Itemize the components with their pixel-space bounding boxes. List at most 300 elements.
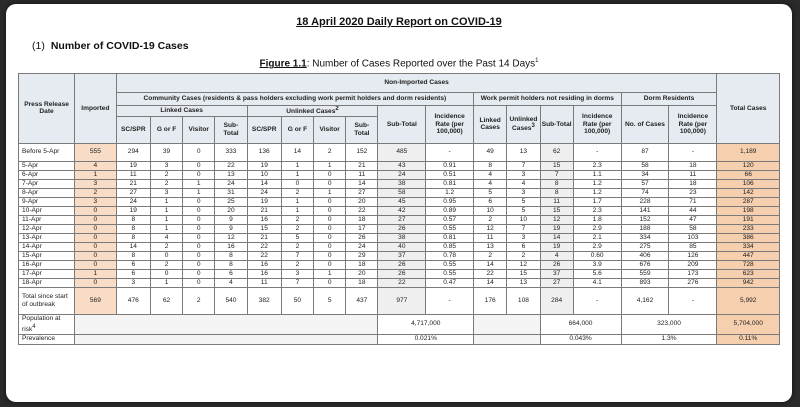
unlinked-subtotal-cell: 14 bbox=[346, 179, 378, 188]
prevalence-blank bbox=[75, 334, 378, 344]
linked-sc-spr-cell: 6 bbox=[116, 260, 150, 269]
report-title: 18 April 2020 Daily Report on COVID-19 bbox=[296, 16, 502, 28]
imported-cell: 1 bbox=[75, 170, 117, 179]
wp-unlinked-cell: 7 bbox=[507, 224, 540, 233]
unlinked-subtotal-cell: 152 bbox=[346, 143, 378, 161]
wp-subtotal-cell: 15 bbox=[540, 161, 573, 170]
wp-linked-cell: 5 bbox=[474, 188, 507, 197]
community-subtotal-cell: 40 bbox=[378, 242, 426, 251]
row-date: Total since start of outbreak bbox=[19, 287, 75, 314]
dorm-incidence-cell: 173 bbox=[669, 269, 717, 278]
unlinked-visitor-cell: 0 bbox=[314, 179, 346, 188]
unlinked-g-or-f-cell: 2 bbox=[281, 215, 313, 224]
prevalence-label: Prevalence bbox=[19, 334, 75, 344]
header-wp-subtotal: Sub-Total bbox=[540, 106, 573, 144]
wp-linked-cell: 14 bbox=[474, 260, 507, 269]
dorm-cases-cell: 57 bbox=[621, 179, 669, 188]
wp-subtotal-cell: 19 bbox=[540, 242, 573, 251]
header-press-release-date: Press Release Date bbox=[19, 74, 75, 144]
row-date: 14-Apr bbox=[19, 242, 75, 251]
wp-incidence-cell: 2.3 bbox=[573, 206, 621, 215]
linked-g-or-f-cell: 1 bbox=[150, 197, 182, 206]
unlinked-visitor-cell: 0 bbox=[314, 206, 346, 215]
linked-sc-spr-cell: 14 bbox=[116, 242, 150, 251]
header-unlinked-visitor: Visitor bbox=[314, 116, 346, 143]
table-row bbox=[19, 179, 780, 188]
header-linked-cases: Linked Cases bbox=[116, 106, 247, 117]
imported-cell: 2 bbox=[75, 188, 117, 197]
table-row bbox=[19, 170, 780, 179]
population-total: 5,704,000 bbox=[717, 314, 780, 334]
unlinked-g-or-f-cell: 1 bbox=[281, 161, 313, 170]
imported-cell: 569 bbox=[75, 287, 117, 314]
linked-subtotal-cell: 9 bbox=[215, 215, 247, 224]
community-subtotal-cell: 37 bbox=[378, 251, 426, 260]
section-heading bbox=[32, 40, 189, 52]
header-unlinked-sc-spr: SC/SPR bbox=[247, 116, 281, 143]
table-row bbox=[19, 161, 780, 170]
community-incidence-cell: 0.95 bbox=[426, 197, 474, 206]
linked-sc-spr-cell: 21 bbox=[116, 179, 150, 188]
community-subtotal-cell: 485 bbox=[378, 143, 426, 161]
imported-cell: 1 bbox=[75, 269, 117, 278]
linked-visitor-cell: 0 bbox=[183, 233, 215, 242]
community-incidence-cell: 0.51 bbox=[426, 170, 474, 179]
dorm-incidence-cell: - bbox=[669, 143, 717, 161]
imported-cell: 3 bbox=[75, 197, 117, 206]
wp-unlinked-cell: 3 bbox=[507, 188, 540, 197]
header-dorm-residents: Dorm Residents bbox=[621, 93, 717, 106]
row-date: Before 5-Apr bbox=[19, 143, 75, 161]
linked-sc-spr-cell: 19 bbox=[116, 206, 150, 215]
unlinked-visitor-cell: 1 bbox=[314, 188, 346, 197]
wp-incidence-cell: 5.6 bbox=[573, 269, 621, 278]
community-subtotal-cell: 24 bbox=[378, 170, 426, 179]
wp-incidence-cell: - bbox=[573, 287, 621, 314]
community-subtotal-cell: 977 bbox=[378, 287, 426, 314]
linked-sc-spr-cell: 8 bbox=[116, 233, 150, 242]
linked-g-or-f-cell: 39 bbox=[150, 143, 182, 161]
prevalence-work-permit: 0.043% bbox=[540, 334, 621, 344]
unlinked-sc-spr-cell: 16 bbox=[247, 215, 281, 224]
unlinked-subtotal-cell: 27 bbox=[346, 188, 378, 197]
population-work-permit: 664,000 bbox=[540, 314, 621, 334]
header-work-permit: Work permit holders not residing in dorms bbox=[474, 93, 622, 106]
wp-incidence-cell: 1.7 bbox=[573, 197, 621, 206]
wp-subtotal-cell: 7 bbox=[540, 170, 573, 179]
header-imported: Imported bbox=[75, 74, 117, 144]
linked-visitor-cell: 0 bbox=[183, 224, 215, 233]
unlinked-g-or-f-cell: 7 bbox=[281, 251, 313, 260]
unlinked-sc-spr-cell: 21 bbox=[247, 233, 281, 242]
linked-sc-spr-cell: 27 bbox=[116, 188, 150, 197]
unlinked-visitor-cell: 0 bbox=[314, 260, 346, 269]
wp-incidence-cell: 1.2 bbox=[573, 179, 621, 188]
imported-cell: 0 bbox=[75, 242, 117, 251]
total-cases-cell: 334 bbox=[717, 242, 780, 251]
community-incidence-cell: 0.81 bbox=[426, 179, 474, 188]
dorm-incidence-cell: 18 bbox=[669, 179, 717, 188]
total-cases-cell: 386 bbox=[717, 233, 780, 242]
header-wp-linked: Linked Cases bbox=[474, 106, 507, 144]
linked-sc-spr-cell: 11 bbox=[116, 170, 150, 179]
population-row bbox=[19, 314, 780, 334]
imported-cell: 0 bbox=[75, 260, 117, 269]
wp-subtotal-cell: 26 bbox=[540, 260, 573, 269]
unlinked-subtotal-cell: 20 bbox=[346, 269, 378, 278]
unlinked-sc-spr-cell: 14 bbox=[247, 179, 281, 188]
prevalence-community: 0.021% bbox=[378, 334, 474, 344]
community-incidence-cell: 0.78 bbox=[426, 251, 474, 260]
figure-footnote-mark: 1 bbox=[535, 58, 539, 64]
unlinked-visitor-cell: 1 bbox=[314, 161, 346, 170]
wp-incidence-cell: 2.3 bbox=[573, 161, 621, 170]
header-community-cases: Community Cases (residents & pass holders excluding work permit holders and dorm residents) bbox=[116, 93, 473, 106]
unlinked-subtotal-cell: 437 bbox=[346, 287, 378, 314]
prevalence-row bbox=[19, 334, 780, 344]
wp-linked-cell: 4 bbox=[474, 179, 507, 188]
header-community-subtotal: Sub-Total bbox=[378, 106, 426, 144]
unlinked-sc-spr-cell: 136 bbox=[247, 143, 281, 161]
dorm-cases-cell: 893 bbox=[621, 278, 669, 287]
linked-sc-spr-cell: 8 bbox=[116, 215, 150, 224]
wp-subtotal-cell: 37 bbox=[540, 269, 573, 278]
wp-incidence-cell: 1.8 bbox=[573, 215, 621, 224]
wp-unlinked-cell: 5 bbox=[507, 206, 540, 215]
linked-visitor-cell: 0 bbox=[183, 269, 215, 278]
wp-subtotal-cell: 27 bbox=[540, 278, 573, 287]
table-row bbox=[19, 206, 780, 215]
unlinked-g-or-f-cell: 50 bbox=[281, 287, 313, 314]
total-cases-cell: 728 bbox=[717, 260, 780, 269]
dorm-incidence-cell: 44 bbox=[669, 206, 717, 215]
wp-incidence-cell: 1.2 bbox=[573, 188, 621, 197]
total-cases-cell: 191 bbox=[717, 215, 780, 224]
dorm-cases-cell: 188 bbox=[621, 224, 669, 233]
total-cases-cell: 233 bbox=[717, 224, 780, 233]
wp-incidence-cell: 2.1 bbox=[573, 233, 621, 242]
dorm-cases-cell: 559 bbox=[621, 269, 669, 278]
unlinked-g-or-f-cell: 5 bbox=[281, 233, 313, 242]
total-cases-cell: 623 bbox=[717, 269, 780, 278]
total-cases-cell: 120 bbox=[717, 161, 780, 170]
linked-g-or-f-cell: 0 bbox=[150, 251, 182, 260]
table-row bbox=[19, 233, 780, 242]
linked-g-or-f-cell: 3 bbox=[150, 161, 182, 170]
unlinked-subtotal-cell: 26 bbox=[346, 233, 378, 242]
community-incidence-cell: 0.81 bbox=[426, 233, 474, 242]
unlinked-subtotal-cell: 11 bbox=[346, 170, 378, 179]
community-subtotal-cell: 38 bbox=[378, 233, 426, 242]
dorm-incidence-cell: 18 bbox=[669, 161, 717, 170]
table-row bbox=[19, 215, 780, 224]
linked-visitor-cell: 0 bbox=[183, 260, 215, 269]
unlinked-visitor-cell: 0 bbox=[314, 242, 346, 251]
unlinked-visitor-cell: 0 bbox=[314, 170, 346, 179]
row-date: 18-Apr bbox=[19, 278, 75, 287]
unlinked-g-or-f-cell: 1 bbox=[281, 206, 313, 215]
linked-g-or-f-cell: 2 bbox=[150, 260, 182, 269]
imported-cell: 0 bbox=[75, 224, 117, 233]
row-date: 16-Apr bbox=[19, 260, 75, 269]
unlinked-subtotal-cell: 20 bbox=[346, 197, 378, 206]
report-page bbox=[6, 4, 792, 402]
linked-subtotal-cell: 24 bbox=[215, 179, 247, 188]
linked-g-or-f-cell: 2 bbox=[150, 179, 182, 188]
unlinked-subtotal-cell: 29 bbox=[346, 251, 378, 260]
imported-cell: 0 bbox=[75, 233, 117, 242]
header-linked-sc-spr: SC/SPR bbox=[116, 116, 150, 143]
header-total-cases: Total Cases bbox=[717, 74, 780, 144]
unlinked-visitor-cell: 5 bbox=[314, 287, 346, 314]
imported-cell: 4 bbox=[75, 161, 117, 170]
unlinked-g-or-f-cell: 2 bbox=[281, 188, 313, 197]
imported-cell: 555 bbox=[75, 143, 117, 161]
wp-unlinked-cell: 13 bbox=[507, 278, 540, 287]
community-incidence-cell: 0.55 bbox=[426, 224, 474, 233]
population-dorm: 323,000 bbox=[621, 314, 717, 334]
section-number: (1) bbox=[32, 40, 45, 52]
unlinked-sc-spr-cell: 10 bbox=[247, 170, 281, 179]
wp-subtotal-cell: 284 bbox=[540, 287, 573, 314]
unlinked-visitor-cell: 0 bbox=[314, 251, 346, 260]
unlinked-visitor-cell: 0 bbox=[314, 224, 346, 233]
wp-incidence-cell: 2.9 bbox=[573, 242, 621, 251]
wp-unlinked-cell: 15 bbox=[507, 269, 540, 278]
community-subtotal-cell: 27 bbox=[378, 215, 426, 224]
dorm-cases-cell: 4,162 bbox=[621, 287, 669, 314]
wp-linked-cell: 8 bbox=[474, 161, 507, 170]
row-date: 5-Apr bbox=[19, 161, 75, 170]
wp-linked-cell: 2 bbox=[474, 251, 507, 260]
unlinked-g-or-f-cell: 2 bbox=[281, 242, 313, 251]
dorm-incidence-cell: 71 bbox=[669, 197, 717, 206]
linked-visitor-cell: 1 bbox=[183, 179, 215, 188]
unlinked-visitor-cell: 1 bbox=[314, 269, 346, 278]
unlinked-sc-spr-cell: 19 bbox=[247, 197, 281, 206]
header-unlinked-subtotal: Sub-Total bbox=[346, 116, 378, 143]
figure-title: : Number of Cases Reported over the Past 14 Days bbox=[306, 58, 536, 70]
table-row bbox=[19, 224, 780, 233]
unlinked-subtotal-cell: 22 bbox=[346, 206, 378, 215]
wp-incidence-cell: 4.1 bbox=[573, 278, 621, 287]
wp-unlinked-cell: 3 bbox=[507, 233, 540, 242]
total-cases-cell: 198 bbox=[717, 206, 780, 215]
linked-sc-spr-cell: 294 bbox=[116, 143, 150, 161]
linked-subtotal-cell: 6 bbox=[215, 269, 247, 278]
linked-subtotal-cell: 9 bbox=[215, 224, 247, 233]
dorm-cases-cell: 141 bbox=[621, 206, 669, 215]
unlinked-g-or-f-cell: 3 bbox=[281, 269, 313, 278]
table-row bbox=[19, 251, 780, 260]
community-subtotal-cell: 45 bbox=[378, 197, 426, 206]
wp-subtotal-cell: 11 bbox=[540, 197, 573, 206]
total-cases-cell: 287 bbox=[717, 197, 780, 206]
wp-linked-cell: 49 bbox=[474, 143, 507, 161]
wp-unlinked-cell: 12 bbox=[507, 260, 540, 269]
header-non-imported: Non-Imported Cases bbox=[116, 74, 717, 93]
row-date: 9-Apr bbox=[19, 197, 75, 206]
community-incidence-cell: - bbox=[426, 287, 474, 314]
linked-subtotal-cell: 4 bbox=[215, 278, 247, 287]
community-subtotal-cell: 58 bbox=[378, 188, 426, 197]
row-date: 10-Apr bbox=[19, 206, 75, 215]
linked-visitor-cell: 0 bbox=[183, 143, 215, 161]
row-date: 12-Apr bbox=[19, 224, 75, 233]
community-subtotal-cell: 38 bbox=[378, 179, 426, 188]
wp-linked-cell: 10 bbox=[474, 206, 507, 215]
linked-sc-spr-cell: 3 bbox=[116, 278, 150, 287]
header-linked-g-or-f: G or F bbox=[150, 116, 182, 143]
population-community: 4,717,000 bbox=[378, 314, 474, 334]
community-incidence-cell: 1.2 bbox=[426, 188, 474, 197]
prevalence-dorm: 1.3% bbox=[621, 334, 717, 344]
header-linked-subtotal: Sub-Total bbox=[215, 116, 247, 143]
header-linked-visitor: Visitor bbox=[183, 116, 215, 143]
linked-subtotal-cell: 25 bbox=[215, 197, 247, 206]
wp-subtotal-cell: 14 bbox=[540, 233, 573, 242]
wp-subtotal-cell: 4 bbox=[540, 251, 573, 260]
table-row bbox=[19, 197, 780, 206]
header-unlinked-g-or-f: G or F bbox=[281, 116, 313, 143]
linked-g-or-f-cell: 1 bbox=[150, 206, 182, 215]
linked-visitor-cell: 0 bbox=[183, 206, 215, 215]
dorm-cases-cell: 676 bbox=[621, 260, 669, 269]
wp-unlinked-cell: 4 bbox=[507, 179, 540, 188]
linked-subtotal-cell: 22 bbox=[215, 161, 247, 170]
dorm-cases-cell: 87 bbox=[621, 143, 669, 161]
header-dorm-incidence: Incidence Rate (per 100,000) bbox=[669, 106, 717, 144]
linked-subtotal-cell: 540 bbox=[215, 287, 247, 314]
linked-visitor-cell: 0 bbox=[183, 278, 215, 287]
imported-cell: 3 bbox=[75, 179, 117, 188]
linked-sc-spr-cell: 19 bbox=[116, 161, 150, 170]
dorm-incidence-cell: 58 bbox=[669, 224, 717, 233]
community-subtotal-cell: 26 bbox=[378, 224, 426, 233]
unlinked-subtotal-cell: 18 bbox=[346, 278, 378, 287]
wp-incidence-cell: - bbox=[573, 143, 621, 161]
population-blank bbox=[75, 314, 378, 334]
linked-subtotal-cell: 12 bbox=[215, 233, 247, 242]
linked-visitor-cell: 0 bbox=[183, 197, 215, 206]
wp-subtotal-cell: 8 bbox=[540, 179, 573, 188]
linked-g-or-f-cell: 2 bbox=[150, 242, 182, 251]
linked-g-or-f-cell: 1 bbox=[150, 215, 182, 224]
wp-subtotal-cell: 15 bbox=[540, 206, 573, 215]
wp-unlinked-cell: 3 bbox=[507, 170, 540, 179]
total-cases-cell: 106 bbox=[717, 179, 780, 188]
linked-g-or-f-cell: 1 bbox=[150, 278, 182, 287]
wp-unlinked-cell: 7 bbox=[507, 161, 540, 170]
population-label: Population at risk$^4$ bbox=[19, 314, 75, 334]
unlinked-sc-spr-cell: 22 bbox=[247, 242, 281, 251]
section-title: Number of COVID-19 Cases bbox=[50, 40, 189, 52]
dorm-cases-cell: 152 bbox=[621, 215, 669, 224]
table-row bbox=[19, 278, 780, 287]
unlinked-sc-spr-cell: 19 bbox=[247, 161, 281, 170]
wp-unlinked-cell: 5 bbox=[507, 197, 540, 206]
dorm-cases-cell: 228 bbox=[621, 197, 669, 206]
community-incidence-cell: 0.55 bbox=[426, 260, 474, 269]
wp-linked-cell: 13 bbox=[474, 242, 507, 251]
dorm-cases-cell: 406 bbox=[621, 251, 669, 260]
wp-linked-cell: 14 bbox=[474, 278, 507, 287]
wp-unlinked-cell: 10 bbox=[507, 215, 540, 224]
linked-subtotal-cell: 16 bbox=[215, 242, 247, 251]
dorm-incidence-cell: 103 bbox=[669, 233, 717, 242]
row-date: 13-Apr bbox=[19, 233, 75, 242]
total-cases-cell: 942 bbox=[717, 278, 780, 287]
wp-incidence-cell: 3.9 bbox=[573, 260, 621, 269]
dorm-cases-cell: 34 bbox=[621, 170, 669, 179]
linked-g-or-f-cell: 62 bbox=[150, 287, 182, 314]
unlinked-sc-spr-cell: 22 bbox=[247, 251, 281, 260]
cases-table bbox=[18, 73, 780, 345]
table-row bbox=[19, 143, 780, 161]
wp-linked-cell: 4 bbox=[474, 170, 507, 179]
unlinked-subtotal-cell: 24 bbox=[346, 242, 378, 251]
community-incidence-cell: 0.57 bbox=[426, 215, 474, 224]
row-date: 11-Apr bbox=[19, 215, 75, 224]
dorm-incidence-cell: 11 bbox=[669, 170, 717, 179]
unlinked-sc-spr-cell: 24 bbox=[247, 188, 281, 197]
table-row bbox=[19, 269, 780, 278]
header-community-incidence: Incidence Rate (per 100,000) bbox=[426, 106, 474, 144]
table-row bbox=[19, 260, 780, 269]
unlinked-visitor-cell: 0 bbox=[314, 215, 346, 224]
table-row bbox=[19, 242, 780, 251]
header-dorm-cases: No. of Cases bbox=[621, 106, 669, 144]
dorm-incidence-cell: 276 bbox=[669, 278, 717, 287]
community-incidence-cell: 0.47 bbox=[426, 278, 474, 287]
population-blank bbox=[474, 314, 541, 334]
community-subtotal-cell: 22 bbox=[378, 278, 426, 287]
dorm-cases-cell: 275 bbox=[621, 242, 669, 251]
community-incidence-cell: - bbox=[426, 143, 474, 161]
linked-g-or-f-cell: 3 bbox=[150, 188, 182, 197]
unlinked-visitor-cell: 0 bbox=[314, 197, 346, 206]
row-date: 15-Apr bbox=[19, 251, 75, 260]
unlinked-visitor-cell: 0 bbox=[314, 278, 346, 287]
unlinked-sc-spr-cell: 11 bbox=[247, 278, 281, 287]
wp-subtotal-cell: 19 bbox=[540, 224, 573, 233]
header-wp-unlinked: Unlinked Cases$^3$ bbox=[507, 106, 540, 144]
linked-sc-spr-cell: 8 bbox=[116, 251, 150, 260]
wp-unlinked-cell: 2 bbox=[507, 251, 540, 260]
wp-linked-cell: 2 bbox=[474, 215, 507, 224]
wp-incidence-cell: 2.9 bbox=[573, 224, 621, 233]
dorm-incidence-cell: 126 bbox=[669, 251, 717, 260]
unlinked-g-or-f-cell: 2 bbox=[281, 260, 313, 269]
community-incidence-cell: 0.91 bbox=[426, 161, 474, 170]
imported-cell: 0 bbox=[75, 278, 117, 287]
imported-cell: 0 bbox=[75, 251, 117, 260]
unlinked-sc-spr-cell: 382 bbox=[247, 287, 281, 314]
linked-sc-spr-cell: 6 bbox=[116, 269, 150, 278]
wp-linked-cell: 11 bbox=[474, 233, 507, 242]
community-incidence-cell: 0.89 bbox=[426, 206, 474, 215]
unlinked-g-or-f-cell: 14 bbox=[281, 143, 313, 161]
row-date: 17-Apr bbox=[19, 269, 75, 278]
dorm-incidence-cell: - bbox=[669, 287, 717, 314]
unlinked-g-or-f-cell: 7 bbox=[281, 278, 313, 287]
community-incidence-cell: 0.55 bbox=[426, 269, 474, 278]
wp-unlinked-cell: 13 bbox=[507, 143, 540, 161]
prevalence-blank bbox=[474, 334, 541, 344]
community-subtotal-cell: 42 bbox=[378, 206, 426, 215]
linked-subtotal-cell: 31 bbox=[215, 188, 247, 197]
unlinked-subtotal-cell: 17 bbox=[346, 224, 378, 233]
